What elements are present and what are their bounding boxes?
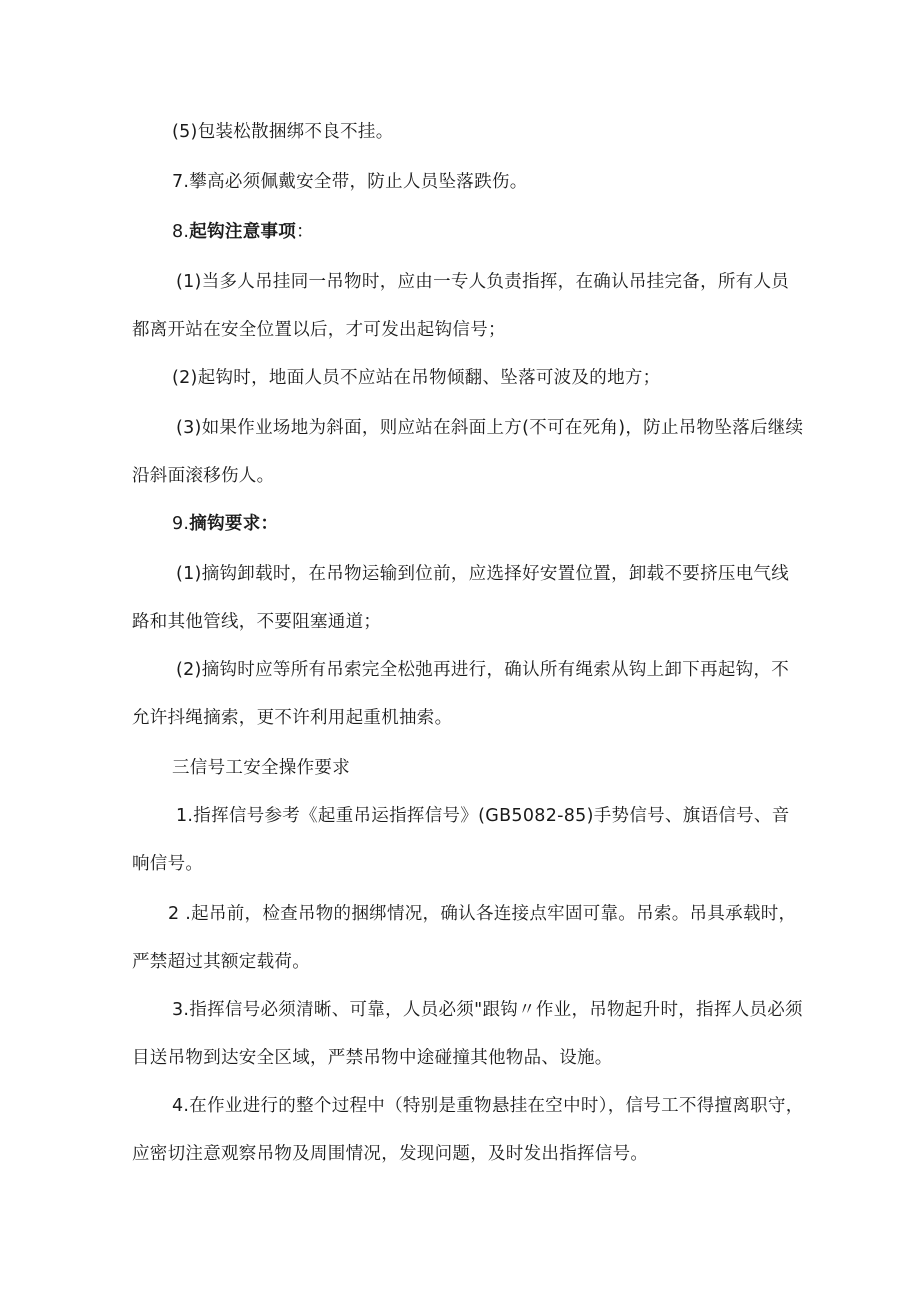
- paragraph-signal-item-1: 1.指挥信号参考《起重吊运指挥信号》(GB5082-85)手势信号、旗语信号、音响信号。: [132, 806, 790, 874]
- paragraph-lifting-item-2: (2)起钩时，地面人员不应站在吊物倾翻、坠落可波及的地方；: [172, 368, 661, 388]
- paragraph-lifting-item-1: (1)当多人吊挂同一吊物时，应由一专人负责指挥，在确认吊挂完备，所有人员都离开站在安全位置以后，才可发出起钩信号；: [132, 272, 790, 340]
- section-title-bold: 起钩注意事项: [189, 222, 297, 242]
- section-title-bold: 摘钩要求：: [189, 514, 279, 534]
- section-heading-hook-lifting: [132, 208, 804, 256]
- section-number: 8.: [172, 222, 190, 242]
- paragraph-unhook-item-2: (2)摘钩时应等所有吊索完全松弛再进行，确认所有绳索从钩上卸下再起钩，不允许抖绳摘索，更不许利用起重机抽索。: [132, 660, 790, 728]
- section-heading-unhook: [132, 500, 804, 548]
- paragraph-unhook-item-1: (1)摘钩卸载时，在吊物运输到位前，应选择好安置位置，卸载不要挤压电气线路和其他管线，不要阻塞通道；: [132, 564, 790, 632]
- paragraph-signal-item-3: 3.指挥信号必须清晰、可靠，人员必须"跟钩〃作业，吊物起升时，指挥人员必须目送吊物到达安全区域，严禁吊物中途碰撞其他物品、设施。: [132, 1000, 803, 1068]
- paragraph-package-loose: (5)包装松散捆绑不良不挂。: [172, 122, 394, 142]
- paragraph-lifting-item-3: (3)如果作业场地为斜面，则应站在斜面上方(不可在死角)，防止吊物坠落后继续沿斜面滚移伤人。: [132, 418, 804, 486]
- section-heading-signal-worker: 三信号工安全操作要求: [172, 758, 350, 778]
- paragraph-safety-belt: 7.攀高必须佩戴安全带，防止人员坠落跌伤。: [172, 172, 528, 192]
- section-colon: ：: [296, 222, 314, 242]
- paragraph-signal-item-4: 4.在作业进行的整个过程中（特别是重物悬挂在空中时），信号工不得擅离职守，应密切注意观察吊物及周围情况，发现问题，及时发出指挥信号。: [132, 1096, 804, 1164]
- paragraph-signal-item-2: 2 .起吊前，检查吊物的捆绑情况，确认各连接点牢固可靠。吊索。吊具承载时，严禁超过其额定载荷。: [132, 904, 797, 972]
- section-number: 9.: [172, 514, 190, 534]
